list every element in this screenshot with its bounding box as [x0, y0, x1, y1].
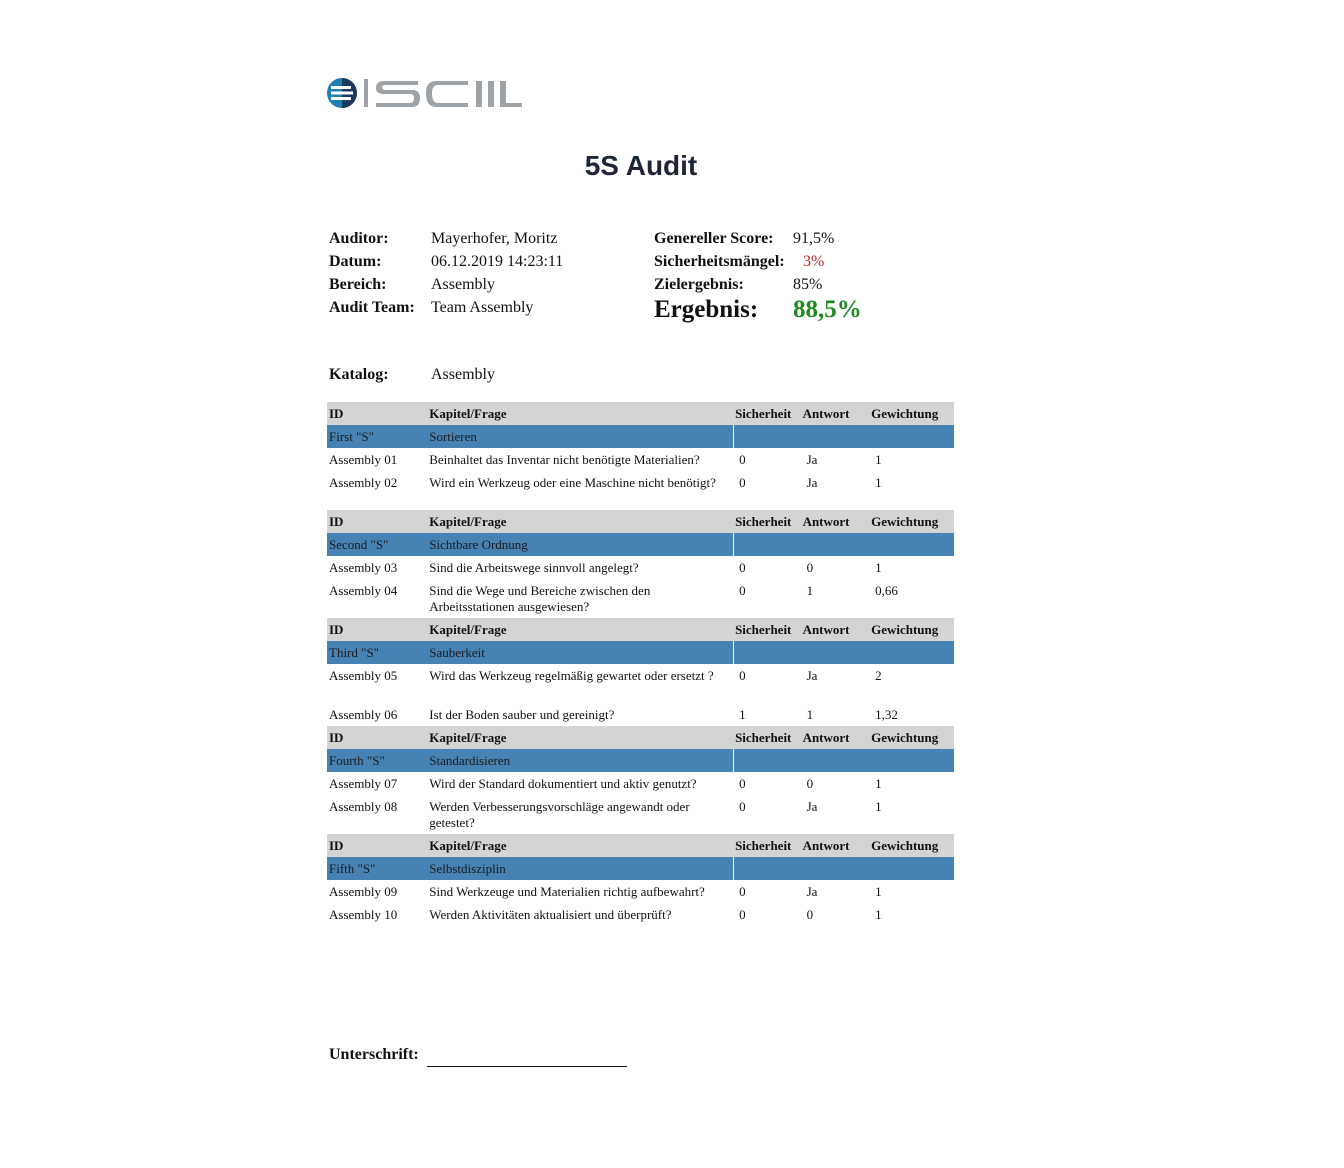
chapter-blank	[733, 641, 954, 664]
table-row	[327, 703, 954, 726]
question-weight: 1	[875, 907, 882, 922]
catalog-label: Katalog:	[329, 366, 389, 383]
question-answer: Ja	[806, 799, 818, 814]
question-id: Assembly 01	[329, 452, 398, 467]
table-header-row	[327, 726, 954, 749]
header-weight: Gewichtung	[869, 618, 954, 641]
header-safety: Sicherheit	[733, 618, 801, 641]
header-safety: Sicherheit	[733, 834, 801, 857]
area-value: Assembly	[431, 276, 495, 293]
header-chapter-question: Kapitel/Frage	[427, 402, 733, 425]
table-header-row	[327, 510, 954, 533]
audit-meta-left	[329, 227, 563, 319]
question-safety: 0	[739, 776, 746, 791]
question-weight: 0,66	[875, 583, 898, 598]
question-safety: 0	[739, 884, 746, 899]
chapter-name: Sortieren	[427, 425, 733, 448]
table-row	[327, 471, 954, 510]
chapter-id: Fourth "S"	[327, 749, 427, 772]
result-row	[654, 296, 862, 324]
audit-team-row	[329, 296, 563, 319]
target-result-row	[654, 273, 834, 296]
question-weight: 1,32	[875, 707, 898, 722]
chapter-row	[327, 425, 954, 448]
chapter-name: Sauberkeit	[427, 641, 733, 664]
chapter-id: Second "S"	[327, 533, 427, 556]
header-answer: Antwort	[801, 726, 870, 749]
question-text: Ist der Boden sauber und gereinigt?	[429, 707, 615, 722]
chapter-blank	[733, 533, 954, 556]
chapter-id: Third "S"	[327, 641, 427, 664]
header-weight: Gewichtung	[869, 510, 954, 533]
table-row	[327, 556, 954, 579]
sciil-logo	[326, 76, 526, 110]
header-answer: Antwort	[801, 834, 870, 857]
question-safety: 1	[739, 707, 746, 722]
chapter-blank	[733, 857, 954, 880]
chapter-name: Selbstdisziplin	[427, 857, 733, 880]
result-value: 88,5%	[793, 296, 862, 323]
question-id: Assembly 08	[329, 799, 398, 814]
header-chapter-question: Kapitel/Frage	[427, 834, 733, 857]
question-answer: Ja	[806, 884, 818, 899]
question-answer: 0	[806, 560, 814, 575]
table-header-row	[327, 618, 954, 641]
question-weight: 1	[875, 452, 882, 467]
question-answer: 0	[806, 776, 814, 791]
audit-meta-right	[654, 227, 834, 296]
header-answer: Antwort	[801, 402, 870, 425]
question-id: Assembly 05	[329, 668, 398, 683]
date-row	[329, 250, 563, 273]
question-text: Wird ein Werkzeug oder eine Maschine nicht benötigt?	[429, 475, 716, 490]
header-answer: Antwort	[801, 510, 870, 533]
question-id: Assembly 03	[329, 560, 398, 575]
question-text: Sind die Arbeitswege sinnvoll angelegt?	[429, 560, 639, 575]
question-id: Assembly 06	[329, 707, 398, 722]
table-row	[327, 880, 954, 903]
header-answer: Antwort	[801, 618, 870, 641]
result-label: Ergebnis:	[654, 296, 759, 323]
header-chapter-question: Kapitel/Frage	[427, 510, 733, 533]
date-label: Datum:	[329, 253, 382, 270]
table-row	[327, 772, 954, 795]
question-text: Wird der Standard dokumentiert und aktiv genutzt?	[429, 776, 697, 791]
header-id: ID	[327, 834, 427, 857]
question-text: Sind die Wege und Bereiche zwischen den Arbeitsstationen ausgewiesen?	[429, 583, 651, 614]
auditor-label: Auditor:	[329, 230, 389, 247]
question-id: Assembly 10	[329, 907, 398, 922]
header-id: ID	[327, 726, 427, 749]
question-text: Werden Aktivitäten aktualisiert und überprüft?	[429, 907, 672, 922]
signature-line[interactable]	[427, 1066, 627, 1067]
question-id: Assembly 04	[329, 583, 398, 598]
header-id: ID	[327, 618, 427, 641]
question-weight: 1	[875, 884, 882, 899]
question-safety: 0	[739, 560, 746, 575]
safety-defects-value: 3%	[803, 253, 825, 270]
table-row	[327, 579, 954, 618]
chapter-row	[327, 533, 954, 556]
page-title: 5S Audit	[584, 150, 698, 181]
question-text: Sind Werkzeuge und Materialien richtig aufbewahrt?	[429, 884, 705, 899]
signature-row	[329, 1046, 419, 1064]
question-answer: 1	[806, 707, 814, 722]
catalog-row	[329, 366, 495, 384]
chapter-blank	[733, 425, 954, 448]
chapter-name: Standardisieren	[427, 749, 733, 772]
table-row	[327, 448, 954, 471]
audit-team-value: Team Assembly	[431, 299, 534, 316]
header-safety: Sicherheit	[733, 726, 801, 749]
chapter-id: Fifth "S"	[327, 857, 427, 880]
general-score-label: Genereller Score:	[654, 230, 774, 247]
question-safety: 0	[739, 475, 746, 490]
question-safety: 0	[739, 668, 746, 683]
audit-team-label: Audit Team:	[329, 299, 415, 316]
question-safety: 0	[739, 452, 746, 467]
chapter-id: First "S"	[327, 425, 427, 448]
catalog-value: Assembly	[431, 366, 495, 383]
target-result-value: 85%	[793, 276, 823, 293]
question-text: Beinhaltet das Inventar nicht benötigte Materialien?	[429, 452, 700, 467]
general-score-value: 91,5%	[793, 230, 835, 247]
header-weight: Gewichtung	[869, 402, 954, 425]
header-safety: Sicherheit	[733, 402, 801, 425]
question-weight: 1	[875, 560, 882, 575]
auditor-value: Mayerhofer, Moritz	[431, 230, 558, 247]
table-row	[327, 795, 954, 834]
question-answer: Ja	[806, 452, 818, 467]
area-row	[329, 273, 563, 296]
header-id: ID	[327, 510, 427, 533]
signature-label: Unterschrift:	[329, 1046, 419, 1063]
question-weight: 2	[875, 668, 882, 683]
header-safety: Sicherheit	[733, 510, 801, 533]
question-id: Assembly 07	[329, 776, 398, 791]
auditor-row	[329, 227, 563, 250]
chapter-row	[327, 857, 954, 880]
question-text: Wird das Werkzeug regelmäßig gewartet oder ersetzt ?	[429, 668, 714, 683]
safety-defects-label: Sicherheitsmängel:	[654, 253, 785, 270]
area-label: Bereich:	[329, 276, 387, 293]
chapter-name: Sichtbare Ordnung	[427, 533, 733, 556]
question-id: Assembly 02	[329, 475, 398, 490]
question-weight: 1	[875, 799, 882, 814]
chapter-row	[327, 749, 954, 772]
question-answer: 1	[806, 583, 814, 598]
header-chapter-question: Kapitel/Frage	[427, 726, 733, 749]
general-score-row	[654, 227, 834, 250]
target-result-label: Zielergebnis:	[654, 276, 744, 293]
question-weight: 1	[875, 475, 882, 490]
date-value: 06.12.2019 14:23:11	[431, 253, 564, 270]
question-answer: 0	[806, 907, 814, 922]
question-answer: Ja	[806, 475, 818, 490]
audit-table	[327, 402, 954, 926]
safety-defects-row	[654, 250, 834, 273]
header-weight: Gewichtung	[869, 726, 954, 749]
table-row	[327, 664, 954, 703]
question-text: Werden Verbesserungsvorschläge angewandt oder getestet?	[429, 799, 690, 830]
question-safety: 0	[739, 583, 746, 598]
chapter-row	[327, 641, 954, 664]
question-weight: 1	[875, 776, 882, 791]
header-chapter-question: Kapitel/Frage	[427, 618, 733, 641]
question-safety: 0	[739, 799, 746, 814]
header-weight: Gewichtung	[869, 834, 954, 857]
table-row	[327, 903, 954, 926]
table-header-row	[327, 834, 954, 857]
header-id: ID	[327, 402, 427, 425]
question-safety: 0	[739, 907, 746, 922]
question-answer: Ja	[806, 668, 818, 683]
chapter-blank	[733, 749, 954, 772]
table-header-row	[327, 402, 954, 425]
question-id: Assembly 09	[329, 884, 398, 899]
